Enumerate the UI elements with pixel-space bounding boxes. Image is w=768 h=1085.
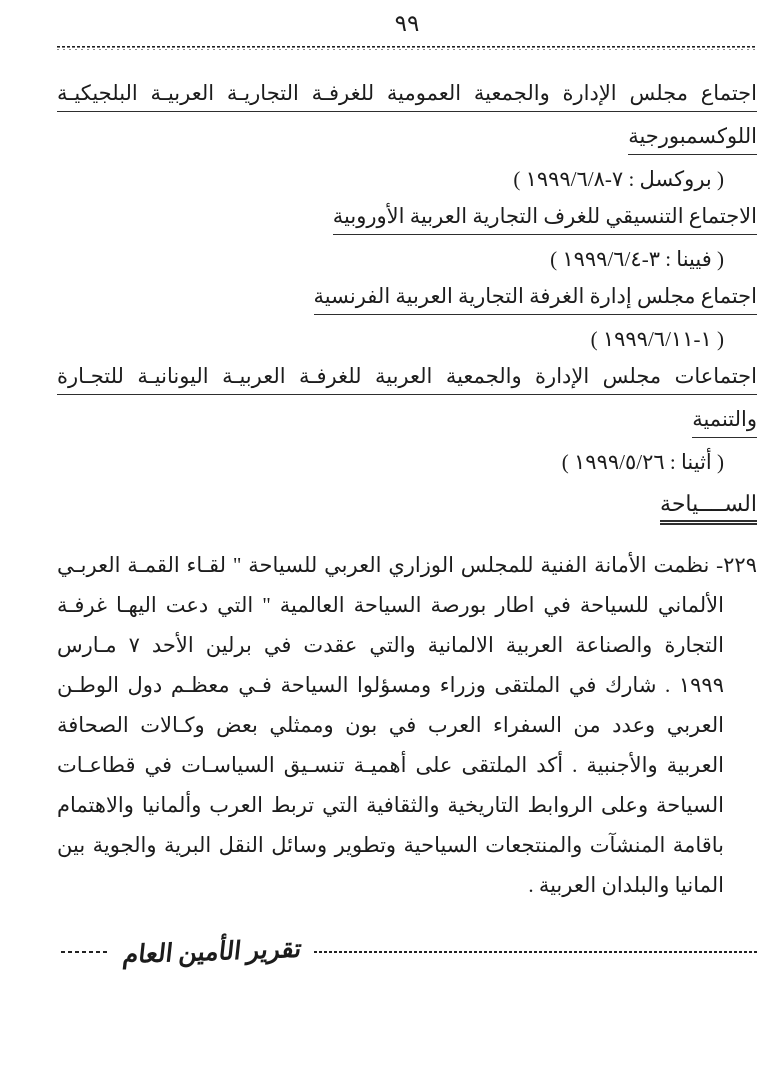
meeting-date: ( أثينا : ١٩٩٩/٥/٢٦ ) xyxy=(561,450,724,474)
page-number: ٩٩ xyxy=(394,11,420,36)
footer xyxy=(57,931,757,973)
secretary-general-signature-script: تقرير الأمين العام xyxy=(119,935,302,970)
paragraph-line: باقامة المنشآت والمنتجعات السياحية وتطوير وسائل النقل البرية والجوية بين xyxy=(57,833,724,857)
paragraph-line: ٢٢٩- نظمت الأمانة الفنية للمجلس الوزاري العربي للسياحة " لقـاء القمـة العربـي xyxy=(57,553,757,577)
paragraph-line: السياحة وعلى الروابط التاريخية والثقافية التي تربط العرب وألمانيا والاهتمام xyxy=(57,793,724,817)
meeting-title-line xyxy=(57,204,757,235)
footer-divider-short xyxy=(61,951,107,954)
meeting-title: الاجتماع التنسيقي للغرف التجارية العربية الأوروبية xyxy=(333,204,757,235)
meeting-date: ( فيينا : ٣-١٩٩٩/٦/٤ ) xyxy=(550,247,724,271)
meeting-date: ( ١-١٩٩٩/٦/١١ ) xyxy=(590,327,724,351)
paragraph-line: العربي وعدد من السفراء العرب في بون وممثلي بعض وكـالات الصحافة xyxy=(57,713,724,737)
meeting-title-line xyxy=(57,284,757,315)
meeting-title: اجتماع مجلس إدارة الغرفة التجارية العربية الفرنسية xyxy=(314,284,757,315)
paragraph-line: المانيا والبلدان العربية . xyxy=(528,873,724,897)
header-divider-rule xyxy=(57,46,757,51)
meeting-title-continuation: اللوكسمبورجية xyxy=(628,124,757,155)
meeting-title-continuation: والتنمية xyxy=(692,407,757,438)
meeting-title-line: اجتماعات مجلس الإدارة والجمعية العربية للغرفـة العربيـة اليونانيـة للتجـارة xyxy=(57,364,757,395)
footer-divider-long xyxy=(314,951,757,954)
section-heading-text: الســــياحة xyxy=(660,491,757,525)
meetings-list xyxy=(57,81,757,475)
meeting-date: ( بروكسل : ٧-١٩٩٩/٦/٨ ) xyxy=(513,167,724,191)
paragraph-229 xyxy=(57,545,757,905)
meeting-title-line xyxy=(57,407,757,438)
section-heading-tourism xyxy=(57,491,757,525)
paragraph-line: ١٩٩٩ . شارك في الملتقى وزراء ومسؤلوا السياحة فـي معظـم دول الوطـن xyxy=(57,673,724,697)
meeting-title-line: اجتماع مجلس الإدارة والجمعية العمومية للغرفـة التجاريـة العربيـة البلجيكيـة xyxy=(57,81,757,112)
meeting-title-line xyxy=(57,124,757,155)
paragraph-line: التجارة والصناعة العربية الالمانية والتي عقدت في برلين الأحد ٧ مـارس xyxy=(57,633,725,657)
paragraph-line: العربية والأجنبية . أكد الملتقى على أهميـة تنسـيق السياسـات في قطاعـات xyxy=(57,753,724,777)
paragraph-line: الألماني للسياحة في اطار بورصة السياحة العالمية " التي دعت اليهـا غرفـة xyxy=(57,593,724,617)
